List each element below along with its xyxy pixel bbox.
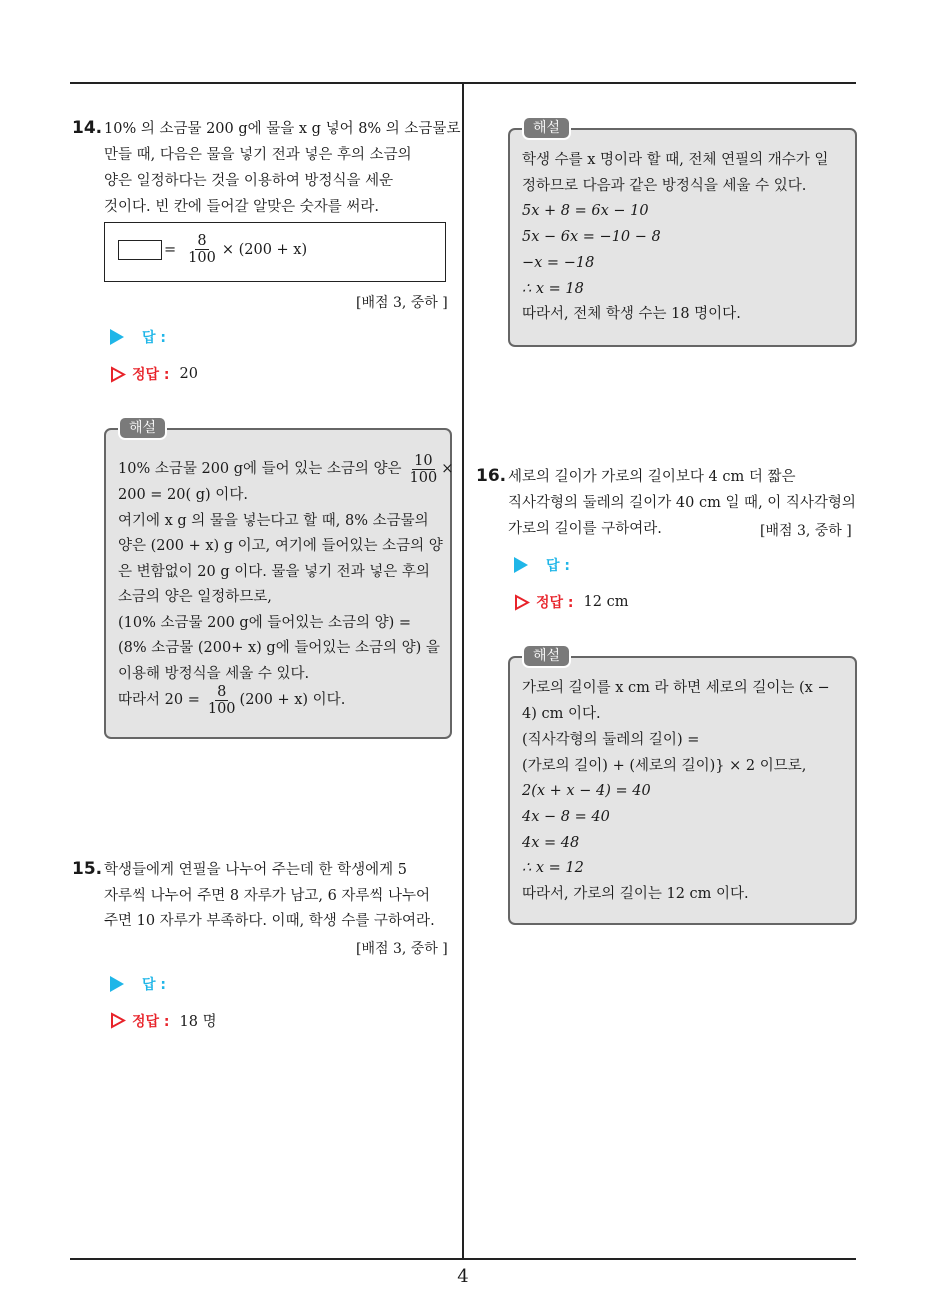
- q14-equation-box: [104, 222, 446, 282]
- q16-explain-line-5: 2(x + x − 4) = 40: [522, 783, 651, 799]
- q14-explain-last-num: 8: [217, 683, 227, 700]
- outline-triangle-icon: [110, 1012, 126, 1029]
- q14-explanation-tag: 해설: [118, 416, 167, 440]
- q14-explain-last-text: 따라서 20 =: [118, 692, 200, 708]
- q14-explain-last-tail: (200 + x) 이다.: [239, 692, 346, 708]
- q16-explain-line-9: 따라서, 가로의 길이는 12 cm 이다.: [522, 886, 749, 902]
- q14-correct-label: 정답 :: [132, 367, 170, 383]
- q14-equals: =: [164, 241, 177, 258]
- q14-explain-line-4: 양은 (200 + x) g 이고, 여기에 들어있는 소금의 양: [118, 538, 443, 554]
- q16-explain-line-7: 4x = 48: [522, 835, 580, 851]
- q15-answer-label: 답 :: [142, 977, 166, 993]
- q16-line-3: 가로의 길이를 구하여라.: [508, 521, 662, 537]
- q14-correct-row: [110, 364, 198, 384]
- q14-explain-last-den: 100: [207, 700, 236, 717]
- q14-explain-line-7: (10% 소금물 200 g에 들어있는 소금의 양) =: [118, 615, 411, 631]
- q14-explain-line-5: 은 변함없이 20 g 이다. 물을 넣기 전과 넣은 후의: [118, 564, 430, 580]
- outline-triangle-icon: [514, 594, 530, 611]
- q14-explain-times: ×: [441, 461, 454, 477]
- play-triangle-icon: [110, 976, 124, 992]
- play-triangle-icon: [514, 557, 528, 573]
- bottom-rule: [70, 1258, 856, 1260]
- q14-frac-num: 8: [197, 233, 207, 249]
- q14-explain-line-9: 이용해 방정식을 세울 수 있다.: [118, 666, 310, 682]
- q16-answer-label: 답 :: [546, 558, 570, 574]
- q14-line-4: 것이다. 빈 칸에 들어갈 알맞은 숫자를 써라.: [104, 199, 379, 215]
- q14-frac-den: 100: [188, 250, 216, 266]
- play-triangle-icon: [110, 329, 124, 345]
- q16-explain-line-8: ∴ x = 12: [522, 860, 584, 876]
- q14-line-3: 양은 일정하다는 것을 이용하여 방정식을 세운: [104, 173, 394, 189]
- q14-score: [배점 3, 중하 ]: [356, 295, 448, 311]
- q14-explain-line-6: 소금의 양은 일정하므로,: [118, 589, 272, 605]
- question-16-number: 16.: [476, 466, 507, 486]
- q15-explain-line-7: 따라서, 전체 학생 수는 18 명이다.: [522, 306, 741, 322]
- q15-explanation-tag: 해설: [522, 116, 571, 140]
- q16-explain-line-3: (직사각형의 둘레의 길이) =: [522, 732, 700, 748]
- q15-explain-line-6: ∴ x = 18: [522, 281, 584, 297]
- q15-explain-line-4: 5x − 6x = −10 − 8: [522, 229, 661, 245]
- q15-correct-label: 정답 :: [132, 1013, 170, 1030]
- q16-correct-value: 12 cm: [583, 594, 629, 610]
- q16-answer-row: [514, 555, 570, 575]
- q14-explain-fraction: [408, 453, 440, 486]
- outline-triangle-icon: [110, 366, 126, 383]
- q14-explain-line-1: [118, 452, 453, 486]
- q15-correct-row: [110, 1010, 217, 1031]
- q16-explain-line-1: 가로의 길이를 x cm 라 하면 세로의 길이는 (x −: [522, 680, 830, 696]
- q14-equation: [118, 233, 307, 266]
- q16-correct-label: 정답 :: [536, 595, 574, 611]
- q14-line-2: 만들 때, 다음은 물을 넣기 전과 넣은 후의 소금의: [104, 147, 412, 163]
- q14-explain-frac-num: 10: [414, 452, 433, 469]
- q15-correct-value: 18 명: [179, 1014, 217, 1030]
- q16-explain-line-4: (가로의 길이) + (세로의 길이)} × 2 이므로,: [522, 758, 807, 774]
- q15-explain-line-3: 5x + 8 = 6x − 10: [522, 203, 649, 219]
- q14-blank-input[interactable]: [118, 240, 162, 260]
- q14-explain-line-3: 여기에 x g 의 물을 넣는다고 할 때, 8% 소금물의: [118, 513, 429, 529]
- q14-explain-line-1-text: 10% 소금물 200 g에 들어 있는 소금의 양은: [118, 461, 402, 477]
- q16-explanation-tag: 해설: [522, 644, 571, 668]
- q15-line-3: 주면 10 자루가 부족하다. 이때, 학생 수를 구하여라.: [104, 913, 435, 929]
- q14-answer-row: [110, 327, 166, 347]
- q14-explain-last-fraction: [206, 684, 238, 717]
- q15-line-1: 학생들에게 연필을 나누어 주는데 한 학생에게 5: [104, 862, 408, 878]
- q15-explain-line-1: 학생 수를 x 명이라 할 때, 전체 연필의 개수가 일: [522, 152, 829, 168]
- q16-explain-line-6: 4x − 8 = 40: [522, 809, 610, 825]
- q14-explain-frac-den: 100: [409, 469, 438, 486]
- q14-explain-line-8: (8% 소금물 (200+ x) g에 들어있는 소금의 양) 을: [118, 640, 440, 656]
- q14-fraction: [186, 233, 218, 266]
- q16-correct-row: [514, 592, 628, 612]
- q15-explain-line-5: −x = −18: [522, 255, 595, 271]
- q14-line-1: 10% 의 소금물 200 g에 물을 x g 넣어 8% 의 소금물로: [104, 121, 461, 137]
- q16-score: [배점 3, 중하 ]: [760, 523, 852, 539]
- q15-answer-row: [110, 974, 166, 994]
- q14-correct-value: 20: [179, 366, 198, 382]
- q14-answer-label: 답 :: [142, 330, 166, 346]
- q16-line-2: 직사각형의 둘레의 길이가 40 cm 일 때, 이 직사각형의: [508, 495, 856, 511]
- q14-explain-line-2: 200 = 20( g) 이다.: [118, 487, 248, 503]
- q14-explain-line-10: [118, 682, 345, 718]
- q15-score: [배점 3, 중하 ]: [356, 941, 448, 957]
- q14-equation-tail: × (200 + x): [221, 241, 308, 258]
- q16-line-1: 세로의 길이가 가로의 길이보다 4 cm 더 짧은: [508, 469, 796, 485]
- q16-explain-line-2: 4) cm 이다.: [522, 706, 601, 722]
- q15-explain-line-2: 정하므로 다음과 같은 방정식을 세울 수 있다.: [522, 178, 807, 194]
- q15-line-2: 자루씩 나누어 주면 8 자루가 남고, 6 자루씩 나누어: [104, 888, 431, 904]
- question-15-number: 15.: [72, 859, 103, 879]
- page-number: 4: [457, 1266, 469, 1287]
- question-14-number: 14.: [72, 118, 103, 138]
- column-divider: [462, 84, 464, 1260]
